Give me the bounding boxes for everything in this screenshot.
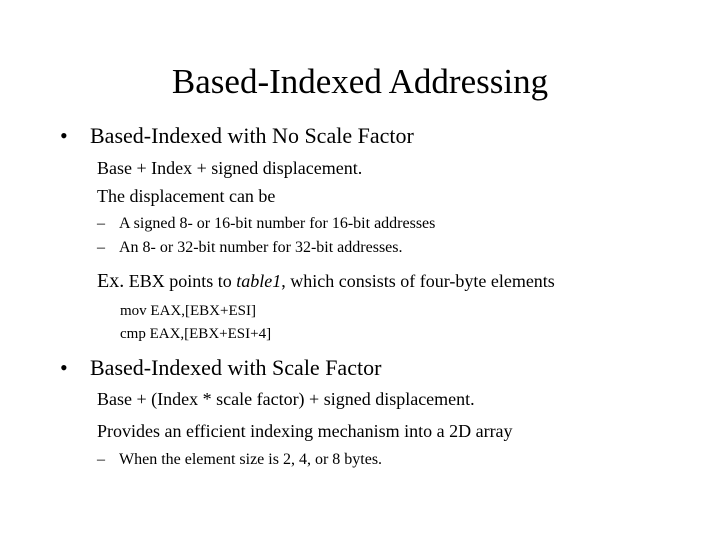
section1-heading: Based-Indexed with No Scale Factor — [90, 123, 414, 148]
section1-sub2-row — [97, 238, 403, 258]
dash-icon: – — [97, 451, 105, 468]
bullet-icon: • — [60, 355, 68, 380]
bullet-icon: • — [60, 123, 68, 148]
section2-line2: Provides an efficient indexing mechanism into a 2D array — [97, 421, 513, 441]
example-row — [97, 269, 555, 293]
section2-heading: Based-Indexed with Scale Factor — [90, 355, 382, 380]
example-text-after: , which consists of four-byte elements — [281, 271, 555, 291]
example-text-before: EBX points to — [128, 271, 232, 291]
section1-line2: The displacement can be — [97, 186, 276, 206]
section1-sub2: An 8- or 32-bit number for 32-bit addresses. — [119, 239, 403, 256]
section1-heading-row — [60, 122, 414, 150]
example-emphasis: table1 — [236, 271, 282, 291]
code-line-1: mov EAX,[EBX+ESI] — [120, 303, 256, 319]
section2-heading-row — [60, 354, 381, 382]
section2-sub1-row — [97, 450, 382, 470]
section1-sub1: A signed 8- or 16-bit number for 16-bit addresses — [119, 215, 436, 232]
code-line-2: cmp EAX,[EBX+ESI+4] — [120, 326, 272, 342]
example-label: Ex. — [97, 270, 125, 292]
section1-line1: Base + Index + signed displacement. — [97, 158, 363, 178]
dash-icon: – — [97, 215, 105, 232]
section2-sub1: When the element size is 2, 4, or 8 bytes. — [119, 451, 383, 468]
dash-icon: – — [97, 239, 105, 256]
section2-line1: Base + (Index * scale factor) + signed displacement. — [97, 389, 475, 409]
slide-title: Based-Indexed Addressing — [171, 62, 549, 101]
section1-sub1-row — [97, 214, 435, 234]
